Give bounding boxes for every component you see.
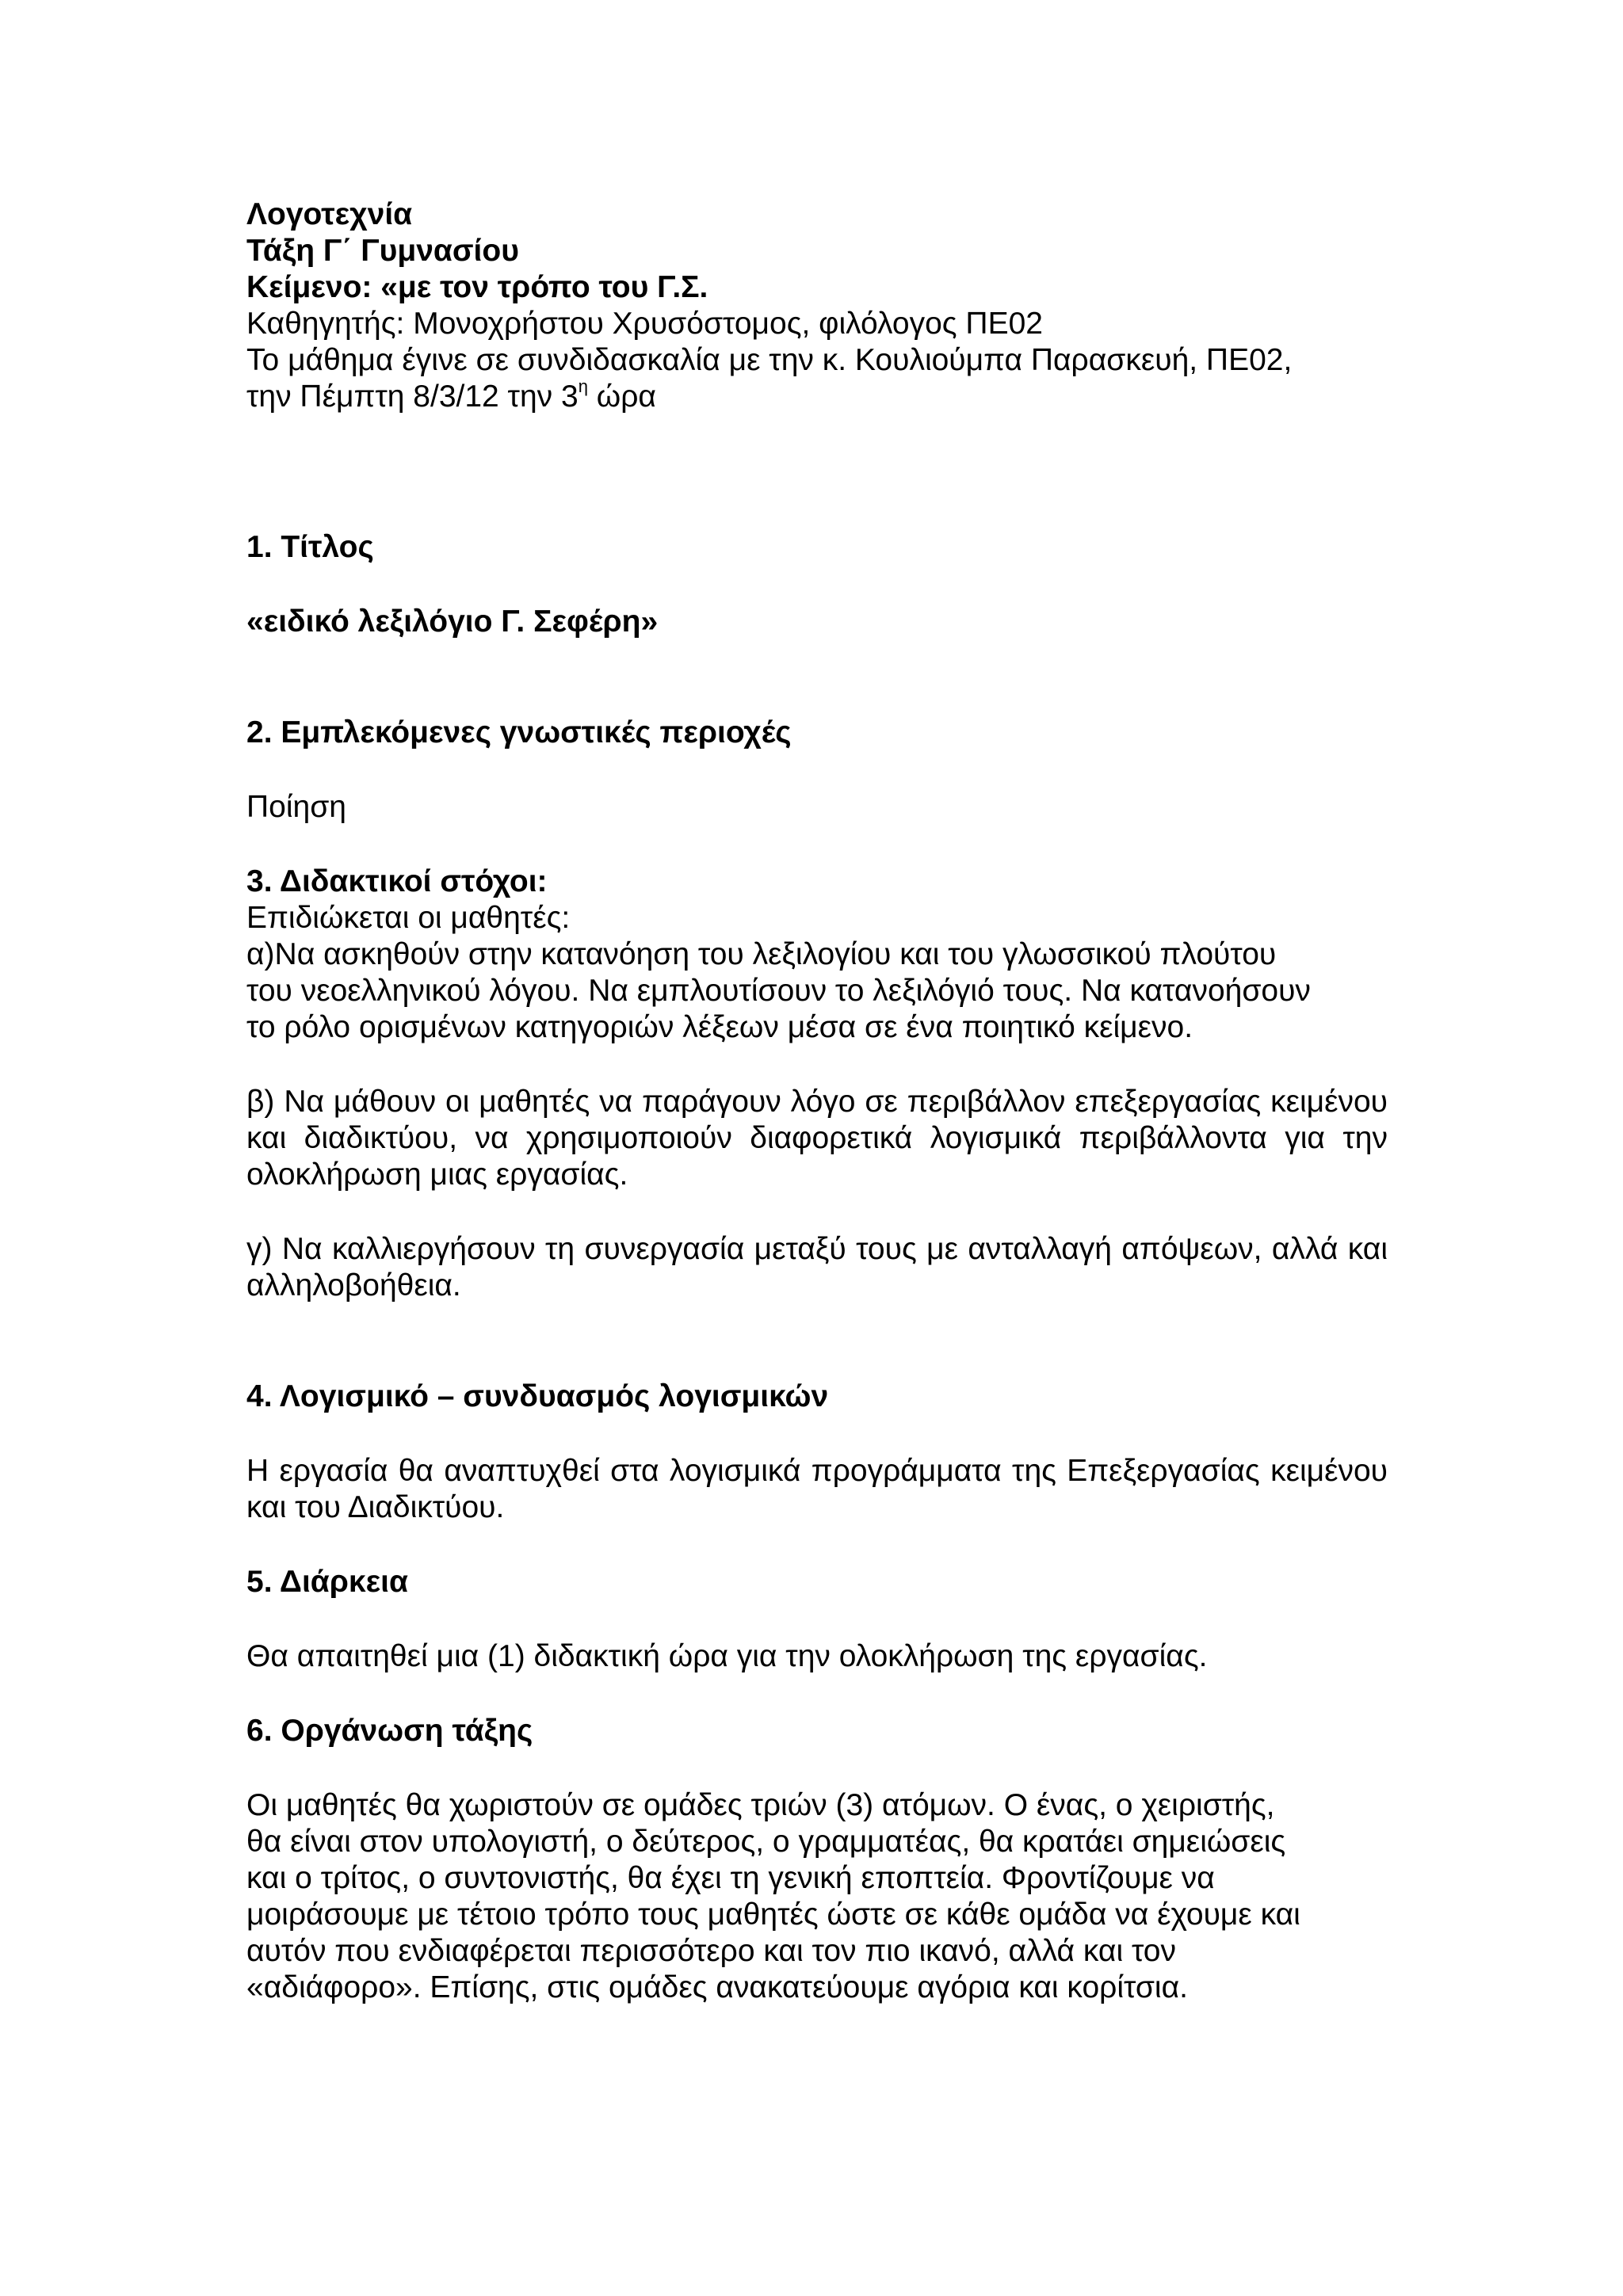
section-6-line-6: «αδιάφορο». Επίσης, στις ομάδες ανακατεύουμε αγόρια και κορίτσια. (246, 1970, 1188, 2004)
date-suffix: ώρα (587, 379, 656, 414)
section-1-heading: 1. Τίτλος (246, 530, 374, 564)
section-6-line-2: θα είναι στον υπολογιστή, ο δεύτερος, ο γραμματέας, θα κρατάει σημειώσεις (246, 1825, 1286, 1859)
document-page (246, 196, 1388, 2006)
section-4-heading: 4. Λογισμικό – συνδυασμός λογισμικών (246, 1379, 829, 1413)
section-6-line-3: και ο τρίτος, ο συντονιστής, θα έχει τη γενική εποπτεία. Φροντίζουμε να (246, 1861, 1215, 1895)
section-6-heading: 6. Οργάνωση τάξης (246, 1714, 533, 1748)
section-3-intro: Επιδιώκεται οι μαθητές: (246, 901, 571, 935)
section-3-heading: 3. Διδακτικοί στόχοι: (246, 864, 548, 898)
section-5-body: Θα απαιτηθεί μια (1) διδακτική ώρα για την ολοκλήρωση της εργασίας. (246, 1639, 1208, 1673)
objective-a-line-1: α)Να ασκηθούν στην κατανόηση του λεξιλογίου και του γλωσσικού πλούτου (246, 937, 1277, 971)
subject-line: Λογοτεχνία (246, 197, 413, 231)
date-superscript: η (578, 376, 588, 396)
section-6-line-4: μοιράσουμε με τέτοιο τρόπο τους μαθητές ώστε σε κάθε ομάδα να έχουμε και (246, 1897, 1300, 1932)
objective-c: γ) Να καλλιεργήσουν τη συνεργασία μεταξύ τους με ανταλλαγή απόψεων, αλλά και αλληλοβοήθεια. (246, 1232, 1388, 1302)
section-6-line-1: Οι μαθητές θα χωριστούν σε ομάδες τριών (3) ατόμων. Ο ένας, ο χειριστής, (246, 1788, 1275, 1822)
section-6-line-5: αυτόν που ενδιαφέρεται περισσότερο και τον πιο ικανό, αλλά και τον (246, 1934, 1176, 1968)
teacher-line: Καθηγητής: Μονοχρήστου Χρυσόστομος, φιλόλογος ΠΕ02 (246, 307, 1043, 341)
objective-b: β) Να μάθουν οι μαθητές να παράγουν λόγο σε περιβάλλον επεξεργασίας κειμένου και διαδικτύου, να χρησιμοποιούν διαφορετικά λογισμικά περιβάλλοντα για την ολοκλήρωση μιας εργασίας. (246, 1085, 1388, 1192)
section-5-heading: 5. Διάρκεια (246, 1565, 408, 1599)
lesson-title: «ειδικό λεξιλόγιο Γ. Σεφέρη» (246, 605, 659, 639)
objective-a-line-2: του νεοελληνικού λόγου. Να εμπλουτίσουν το λεξιλόγιό τους. Να κατανοήσουν (246, 974, 1311, 1008)
date-line (246, 376, 1388, 415)
section-2-heading: 2. Εμπλεκόμενες γνωστικές περιοχές (246, 715, 792, 749)
objective-a-line-3: το ρόλο ορισμένων κατηγοριών λέξεων μέσα σε ένα ποιητικό κείμενο. (246, 1010, 1193, 1044)
coteaching-line: Το μάθημα έγινε σε συνδιδασκαλία με την κ. Κουλιούμπα Παρασκευή, ΠΕ02, (246, 343, 1293, 377)
section-2-body: Ποίηση (246, 790, 346, 824)
text-line: Κείμενο: «με τον τρόπο του Γ.Σ. (246, 270, 708, 304)
class-line: Τάξη Γ΄ Γυμνασίου (246, 234, 519, 268)
section-4-body: Η εργασία θα αναπτυχθεί στα λογισμικά προγράμματα της Επεξεργασίας κειμένου και του Διαδικτύου. (246, 1454, 1388, 1524)
date-prefix: την Πέμπτη 8/3/12 την 3 (246, 379, 579, 414)
